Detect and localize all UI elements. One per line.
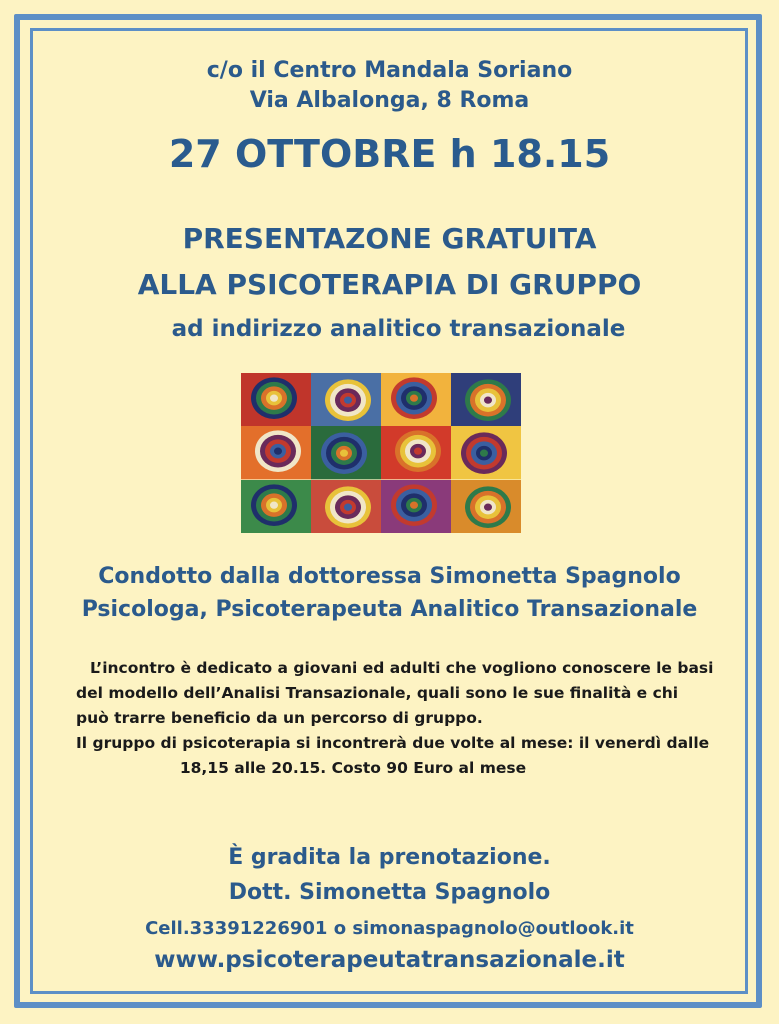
- description-cost: 18,15 alle 20.15. Costo 90 Euro al mese: [179, 759, 527, 777]
- description: [76, 656, 716, 781]
- presentation-subtitle: ad indirizzo analitico transazionale: [171, 316, 626, 342]
- painting-square: [241, 480, 311, 533]
- painting-square: [451, 426, 521, 479]
- painting-square: [311, 426, 381, 479]
- address-line-1: c/o il Centro Mandala Soriano: [206, 58, 573, 83]
- event-date: 27 OTTOBRE h 18.15: [168, 132, 611, 176]
- conductor-line: Condotto dalla dottoressa Simonetta Spagnolo: [98, 564, 681, 589]
- painting-square: [381, 373, 451, 426]
- conductor-title: Psicologa, Psicoterapeuta Analitico Transazionale: [81, 597, 698, 622]
- kandinsky-painting-image: [241, 373, 521, 533]
- booking-note: È gradita la prenotazione.: [228, 845, 551, 870]
- painting-square: [381, 480, 451, 533]
- painting-square: [241, 426, 311, 479]
- painting-square: [451, 373, 521, 426]
- contact-phone-email: Cell.33391226901 o simonaspagnolo@outlook.it: [145, 918, 634, 939]
- painting-square: [311, 373, 381, 426]
- address-line-2: Via Albalonga, 8 Roma: [249, 88, 530, 113]
- presentation-title-2: ALLA PSICOTERAPIA DI GRUPPO: [137, 268, 642, 301]
- painting-square: [311, 480, 381, 533]
- contact-name: Dott. Simonetta Spagnolo: [228, 880, 551, 905]
- website-link[interactable]: www.psicoterapeutatransazionale.it: [154, 947, 625, 973]
- painting-square: [381, 426, 451, 479]
- painting-square: [241, 373, 311, 426]
- presentation-title-1: PRESENTAZONE GRATUITA: [182, 222, 597, 255]
- description-schedule: Il gruppo di psicoterapia si incontrerà due volte al mese: il venerdì dalle: [76, 734, 710, 752]
- painting-square: [451, 480, 521, 533]
- description-paragraph: L’incontro è dedicato a giovani ed adulti che vogliono conoscere le basi del modello dell’Analisi Transazionale, quali sono le sue finalità e chi può trarre beneficio da un percorso di gruppo.: [76, 659, 714, 727]
